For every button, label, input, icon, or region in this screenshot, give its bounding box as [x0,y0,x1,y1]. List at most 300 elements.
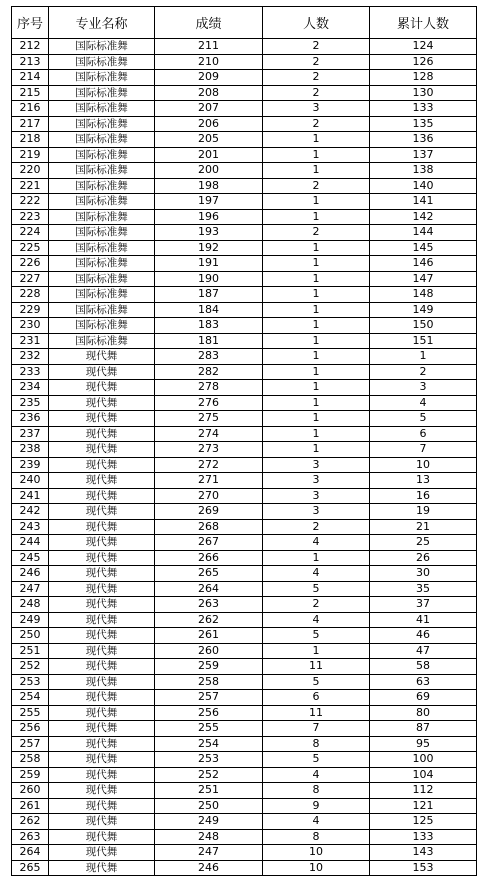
cell-index: 244 [12,535,49,551]
table-row [12,829,477,845]
table-row [12,287,477,303]
cell-major: 国际标准舞 [49,225,155,241]
table-row [12,442,477,458]
cell-cumulative: 124 [370,39,477,55]
cell-score: 252 [155,767,263,783]
cell-index: 213 [12,54,49,70]
cell-index: 260 [12,783,49,799]
table-row [12,643,477,659]
cell-major: 现代舞 [49,411,155,427]
cell-index: 222 [12,194,49,210]
table-row [12,271,477,287]
cell-score: 278 [155,380,263,396]
table-header-row [12,7,477,39]
cell-count: 11 [263,705,370,721]
cell-index: 224 [12,225,49,241]
cell-cumulative: 136 [370,132,477,148]
cell-index: 265 [12,860,49,876]
cell-score: 198 [155,178,263,194]
cell-score: 208 [155,85,263,101]
cell-major: 现代舞 [49,628,155,644]
cell-index: 219 [12,147,49,163]
cell-count: 1 [263,318,370,334]
table-row [12,209,477,225]
cell-cumulative: 112 [370,783,477,799]
cell-score: 274 [155,426,263,442]
cell-major: 现代舞 [49,674,155,690]
cell-major: 现代舞 [49,473,155,489]
cell-score: 210 [155,54,263,70]
cell-cumulative: 21 [370,519,477,535]
cell-count: 11 [263,659,370,675]
cell-count: 2 [263,54,370,70]
cell-count: 5 [263,628,370,644]
cell-index: 231 [12,333,49,349]
cell-major: 现代舞 [49,643,155,659]
cell-index: 257 [12,736,49,752]
table-row [12,845,477,861]
table-row [12,504,477,520]
cell-index: 236 [12,411,49,427]
cell-cumulative: 148 [370,287,477,303]
cell-cumulative: 4 [370,395,477,411]
cell-cumulative: 47 [370,643,477,659]
score-table-container [11,6,477,876]
cell-index: 241 [12,488,49,504]
table-row [12,736,477,752]
cell-score: 248 [155,829,263,845]
header-cumulative: 累计人数 [370,7,477,39]
header-count: 人数 [263,7,370,39]
cell-major: 现代舞 [49,659,155,675]
cell-major: 国际标准舞 [49,256,155,272]
cell-count: 2 [263,85,370,101]
cell-cumulative: 151 [370,333,477,349]
cell-major: 现代舞 [49,442,155,458]
cell-count: 5 [263,581,370,597]
cell-score: 275 [155,411,263,427]
cell-index: 250 [12,628,49,644]
cell-cumulative: 140 [370,178,477,194]
cell-index: 212 [12,39,49,55]
cell-cumulative: 37 [370,597,477,613]
table-row [12,612,477,628]
table-row [12,767,477,783]
cell-index: 264 [12,845,49,861]
table-row [12,860,477,876]
table-row [12,550,477,566]
table-row [12,411,477,427]
table-row [12,380,477,396]
table-row [12,535,477,551]
table-row [12,426,477,442]
cell-index: 233 [12,364,49,380]
cell-score: 265 [155,566,263,582]
cell-major: 现代舞 [49,767,155,783]
cell-count: 1 [263,209,370,225]
cell-count: 10 [263,845,370,861]
cell-score: 253 [155,752,263,768]
table-row [12,488,477,504]
cell-major: 现代舞 [49,798,155,814]
cell-cumulative: 87 [370,721,477,737]
cell-cumulative: 142 [370,209,477,225]
cell-index: 238 [12,442,49,458]
cell-major: 国际标准舞 [49,209,155,225]
cell-score: 191 [155,256,263,272]
cell-major: 现代舞 [49,690,155,706]
cell-count: 1 [263,194,370,210]
cell-count: 3 [263,504,370,520]
cell-cumulative: 58 [370,659,477,675]
cell-count: 1 [263,271,370,287]
table-row [12,240,477,256]
cell-score: 192 [155,240,263,256]
cell-major: 现代舞 [49,550,155,566]
cell-index: 263 [12,829,49,845]
cell-major: 国际标准舞 [49,116,155,132]
cell-major: 国际标准舞 [49,132,155,148]
cell-cumulative: 137 [370,147,477,163]
cell-cumulative: 16 [370,488,477,504]
cell-count: 1 [263,256,370,272]
table-row [12,798,477,814]
cell-score: 276 [155,395,263,411]
cell-cumulative: 6 [370,426,477,442]
cell-count: 8 [263,829,370,845]
cell-score: 260 [155,643,263,659]
cell-score: 205 [155,132,263,148]
cell-score: 251 [155,783,263,799]
cell-score: 184 [155,302,263,318]
cell-score: 267 [155,535,263,551]
cell-major: 现代舞 [49,736,155,752]
cell-cumulative: 2 [370,364,477,380]
cell-score: 271 [155,473,263,489]
cell-score: 259 [155,659,263,675]
cell-count: 1 [263,643,370,659]
cell-index: 249 [12,612,49,628]
table-row [12,457,477,473]
cell-major: 国际标准舞 [49,70,155,86]
cell-cumulative: 19 [370,504,477,520]
cell-count: 2 [263,178,370,194]
cell-count: 4 [263,535,370,551]
cell-index: 252 [12,659,49,675]
table-row [12,814,477,830]
cell-major: 国际标准舞 [49,287,155,303]
cell-count: 9 [263,798,370,814]
table-row [12,116,477,132]
cell-index: 247 [12,581,49,597]
cell-major: 现代舞 [49,535,155,551]
cell-index: 251 [12,643,49,659]
cell-cumulative: 150 [370,318,477,334]
cell-cumulative: 63 [370,674,477,690]
cell-score: 197 [155,194,263,210]
cell-index: 262 [12,814,49,830]
cell-score: 282 [155,364,263,380]
cell-score: 283 [155,349,263,365]
table-row [12,54,477,70]
table-row [12,395,477,411]
cell-index: 218 [12,132,49,148]
cell-count: 4 [263,566,370,582]
cell-index: 254 [12,690,49,706]
cell-cumulative: 1 [370,349,477,365]
table-row [12,101,477,117]
table-row [12,70,477,86]
table-row [12,349,477,365]
cell-count: 1 [263,550,370,566]
cell-major: 国际标准舞 [49,39,155,55]
cell-cumulative: 104 [370,767,477,783]
table-row [12,597,477,613]
cell-score: 206 [155,116,263,132]
cell-score: 261 [155,628,263,644]
cell-index: 214 [12,70,49,86]
cell-cumulative: 133 [370,829,477,845]
cell-cumulative: 130 [370,85,477,101]
cell-major: 现代舞 [49,380,155,396]
cell-score: 273 [155,442,263,458]
cell-score: 269 [155,504,263,520]
cell-count: 1 [263,426,370,442]
table-row [12,752,477,768]
cell-major: 国际标准舞 [49,163,155,179]
header-score: 成绩 [155,7,263,39]
cell-count: 1 [263,333,370,349]
cell-index: 246 [12,566,49,582]
cell-major: 现代舞 [49,395,155,411]
cell-major: 国际标准舞 [49,302,155,318]
cell-major: 国际标准舞 [49,147,155,163]
cell-major: 现代舞 [49,752,155,768]
cell-cumulative: 121 [370,798,477,814]
cell-cumulative: 69 [370,690,477,706]
cell-count: 1 [263,380,370,396]
cell-count: 8 [263,736,370,752]
cell-major: 现代舞 [49,457,155,473]
cell-index: 234 [12,380,49,396]
cell-index: 230 [12,318,49,334]
cell-cumulative: 13 [370,473,477,489]
table-row [12,721,477,737]
cell-score: 257 [155,690,263,706]
cell-index: 216 [12,101,49,117]
cell-count: 1 [263,349,370,365]
cell-score: 270 [155,488,263,504]
cell-cumulative: 143 [370,845,477,861]
cell-cumulative: 46 [370,628,477,644]
cell-major: 现代舞 [49,488,155,504]
cell-count: 2 [263,597,370,613]
score-table [11,6,477,876]
cell-major: 现代舞 [49,566,155,582]
cell-index: 256 [12,721,49,737]
cell-score: 200 [155,163,263,179]
cell-index: 227 [12,271,49,287]
cell-count: 3 [263,473,370,489]
cell-score: 190 [155,271,263,287]
cell-count: 2 [263,39,370,55]
cell-score: 246 [155,860,263,876]
cell-score: 247 [155,845,263,861]
cell-index: 235 [12,395,49,411]
table-row [12,705,477,721]
table-row [12,333,477,349]
cell-cumulative: 7 [370,442,477,458]
cell-major: 现代舞 [49,519,155,535]
cell-cumulative: 133 [370,101,477,117]
table-row [12,473,477,489]
cell-major: 现代舞 [49,504,155,520]
table-row [12,163,477,179]
cell-major: 现代舞 [49,581,155,597]
cell-count: 4 [263,767,370,783]
cell-score: 272 [155,457,263,473]
cell-major: 现代舞 [49,829,155,845]
cell-score: 211 [155,39,263,55]
cell-count: 4 [263,814,370,830]
table-row [12,318,477,334]
cell-count: 1 [263,411,370,427]
cell-cumulative: 26 [370,550,477,566]
cell-count: 1 [263,147,370,163]
cell-count: 1 [263,442,370,458]
cell-score: 262 [155,612,263,628]
cell-major: 现代舞 [49,705,155,721]
table-row [12,225,477,241]
table-row [12,783,477,799]
cell-cumulative: 141 [370,194,477,210]
cell-major: 国际标准舞 [49,85,155,101]
cell-count: 7 [263,721,370,737]
cell-cumulative: 80 [370,705,477,721]
cell-index: 259 [12,767,49,783]
cell-major: 现代舞 [49,783,155,799]
cell-count: 5 [263,674,370,690]
cell-cumulative: 135 [370,116,477,132]
header-index: 序号 [12,7,49,39]
cell-cumulative: 5 [370,411,477,427]
cell-score: 187 [155,287,263,303]
cell-score: 255 [155,721,263,737]
table-row [12,132,477,148]
cell-major: 现代舞 [49,426,155,442]
cell-index: 245 [12,550,49,566]
cell-major: 现代舞 [49,721,155,737]
table-row [12,256,477,272]
cell-count: 1 [263,240,370,256]
cell-major: 现代舞 [49,860,155,876]
cell-major: 现代舞 [49,612,155,628]
cell-cumulative: 149 [370,302,477,318]
cell-score: 193 [155,225,263,241]
table-row [12,566,477,582]
cell-cumulative: 138 [370,163,477,179]
cell-score: 249 [155,814,263,830]
cell-major: 国际标准舞 [49,333,155,349]
header-major: 专业名称 [49,7,155,39]
cell-cumulative: 25 [370,535,477,551]
cell-score: 196 [155,209,263,225]
cell-major: 现代舞 [49,364,155,380]
cell-index: 253 [12,674,49,690]
cell-index: 223 [12,209,49,225]
cell-major: 国际标准舞 [49,271,155,287]
cell-major: 现代舞 [49,814,155,830]
cell-major: 国际标准舞 [49,318,155,334]
cell-index: 261 [12,798,49,814]
cell-count: 1 [263,132,370,148]
cell-score: 209 [155,70,263,86]
table-row [12,674,477,690]
cell-count: 1 [263,395,370,411]
cell-count: 3 [263,488,370,504]
cell-major: 国际标准舞 [49,240,155,256]
cell-count: 6 [263,690,370,706]
cell-score: 268 [155,519,263,535]
cell-score: 256 [155,705,263,721]
table-row [12,581,477,597]
cell-index: 220 [12,163,49,179]
cell-index: 221 [12,178,49,194]
cell-index: 232 [12,349,49,365]
cell-count: 1 [263,364,370,380]
cell-index: 225 [12,240,49,256]
cell-cumulative: 147 [370,271,477,287]
cell-count: 8 [263,783,370,799]
cell-index: 226 [12,256,49,272]
cell-cumulative: 146 [370,256,477,272]
table-row [12,690,477,706]
cell-count: 2 [263,225,370,241]
cell-count: 2 [263,519,370,535]
cell-score: 207 [155,101,263,117]
cell-count: 1 [263,287,370,303]
table-row [12,519,477,535]
cell-cumulative: 3 [370,380,477,396]
table-row [12,628,477,644]
cell-score: 263 [155,597,263,613]
cell-cumulative: 10 [370,457,477,473]
cell-index: 228 [12,287,49,303]
table-row [12,302,477,318]
cell-count: 1 [263,302,370,318]
table-body [12,39,477,876]
cell-major: 现代舞 [49,597,155,613]
cell-score: 254 [155,736,263,752]
cell-index: 237 [12,426,49,442]
cell-index: 248 [12,597,49,613]
cell-score: 183 [155,318,263,334]
cell-index: 229 [12,302,49,318]
cell-cumulative: 128 [370,70,477,86]
cell-major: 国际标准舞 [49,101,155,117]
cell-count: 3 [263,457,370,473]
cell-count: 4 [263,612,370,628]
cell-cumulative: 144 [370,225,477,241]
cell-cumulative: 100 [370,752,477,768]
cell-count: 3 [263,101,370,117]
cell-score: 264 [155,581,263,597]
cell-score: 250 [155,798,263,814]
cell-index: 242 [12,504,49,520]
cell-count: 1 [263,163,370,179]
cell-cumulative: 30 [370,566,477,582]
cell-count: 5 [263,752,370,768]
